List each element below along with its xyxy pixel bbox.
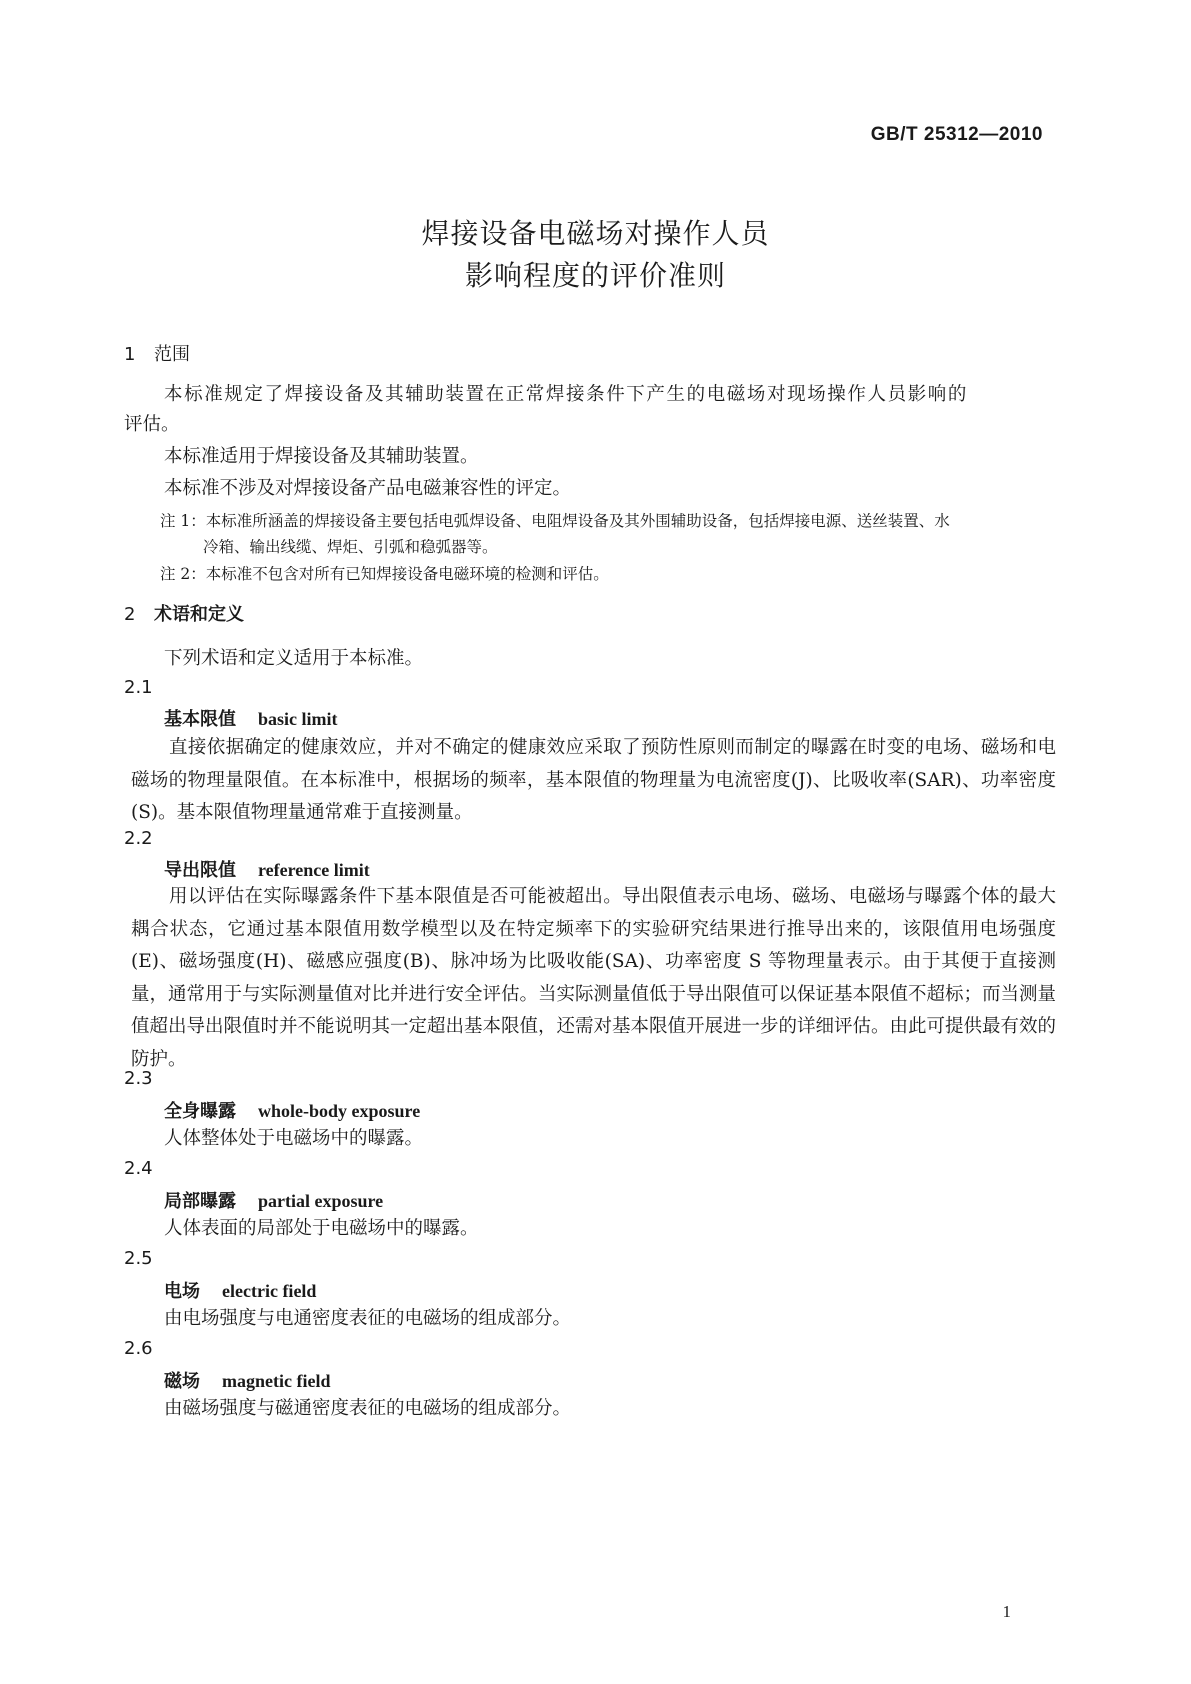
term-heading (164, 1097, 420, 1123)
scope-paragraph-2: 本标准适用于焊接设备及其辅助装置。 (164, 446, 479, 467)
term-english: partial exposure (258, 1191, 384, 1211)
term-number: 2.5 (124, 1248, 153, 1269)
term-heading (164, 1187, 383, 1213)
term-english: basic limit (258, 709, 338, 729)
scope-note-1-line-1: 注 1：本标准所涵盖的焊接设备主要包括电弧焊设备、电阻焊设备及其外围辅助设备，包括焊接电源、送丝装置、水 (160, 512, 950, 530)
scope-note-2: 注 2：本标准不包含对所有已知焊接设备电磁环境的检测和评估。 (160, 565, 609, 583)
section-2-heading (124, 600, 244, 626)
term-number: 2.1 (124, 677, 153, 698)
term-heading (164, 1277, 316, 1303)
document-title-line-1: 焊接设备电磁场对操作人员 (421, 217, 770, 250)
term-english: magnetic field (222, 1371, 331, 1391)
term-definition: 人体表面的局部处于电磁场中的曝露。 (164, 1218, 479, 1239)
term-heading (164, 856, 370, 882)
standard-code: GB/T 25312—2010 (870, 124, 1043, 145)
term-number: 2.6 (124, 1338, 153, 1359)
section-2-title: 术语和定义 (154, 604, 244, 625)
term-definition: 用以评估在实际曝露条件下基本限值是否可能被超出。导出限值表示电场、磁场、电磁场与曝露个体的最大耦合状态，它通过基本限值用数学模型以及在特定频率下的实验研究结果进行推导出来的，该限值用电场强度(E)、磁场强度(H)、磁感应强度(B)、脉冲场为比吸收能(SA)、功率密度 S 等物理量表示。由于其便于直接测量，通常用于与实际测量值对比并进行安全评估。当实际测量值低于导出限值可以保证基本限值不超标；而当测量值超出导出限值时并不能说明其一定超出基本限值，还需对基本限值开展进一步的详细评估。由此可提供最有效的防护。 (131, 886, 1057, 1070)
term-chinese: 电场 (164, 1281, 200, 1302)
term-english: reference limit (258, 860, 370, 880)
term-number: 2.2 (124, 828, 153, 849)
scope-paragraph-1-line-1: 本标准规定了焊接设备及其辅助装置在正常焊接条件下产生的电磁场对现场操作人员影响的 (164, 384, 969, 405)
term-heading (164, 705, 338, 731)
term-definition: 直接依据确定的健康效应，并对不确定的健康效应采取了预防性原则而制定的曝露在时变的电场、磁场和电磁场的物理量限值。在本标准中，根据场的频率，基本限值的物理量为电流密度(J)、比吸收率(SAR)、功率密度(S)。基本限值物理量通常难于直接测量。 (131, 737, 1056, 823)
term-chinese: 局部曝露 (164, 1191, 236, 1212)
term-number: 2.3 (124, 1068, 153, 1089)
term-chinese: 磁场 (164, 1371, 200, 1392)
page-number: 1 (1002, 1602, 1011, 1621)
section-1-number: 1 (124, 344, 136, 365)
term-definition: 由电场强度与电通密度表征的电磁场的组成部分。 (164, 1308, 572, 1329)
term-chinese: 全身曝露 (164, 1101, 236, 1122)
document-title-line-2: 影响程度的评价准则 (464, 259, 726, 292)
scope-note-1-line-2: 冷箱、输出线缆、焊炬、引弧和稳弧器等。 (203, 538, 498, 556)
term-heading (164, 1367, 330, 1393)
terms-intro: 下列术语和定义适用于本标准。 (164, 648, 424, 669)
term-number: 2.4 (124, 1158, 153, 1179)
term-english: whole-body exposure (258, 1101, 421, 1121)
term-chinese: 基本限值 (164, 709, 236, 730)
section-1-title: 范围 (154, 344, 190, 365)
scope-paragraph-3: 本标准不涉及对焊接设备产品电磁兼容性的评定。 (164, 478, 572, 499)
term-definition: 由磁场强度与磁通密度表征的电磁场的组成部分。 (164, 1398, 572, 1419)
section-1-heading (124, 340, 190, 366)
scope-paragraph-1-line-2: 评估。 (124, 414, 180, 435)
term-english: electric field (222, 1281, 317, 1301)
section-2-number: 2 (124, 604, 136, 625)
term-definition: 人体整体处于电磁场中的曝露。 (164, 1128, 424, 1149)
term-chinese: 导出限值 (164, 860, 236, 881)
